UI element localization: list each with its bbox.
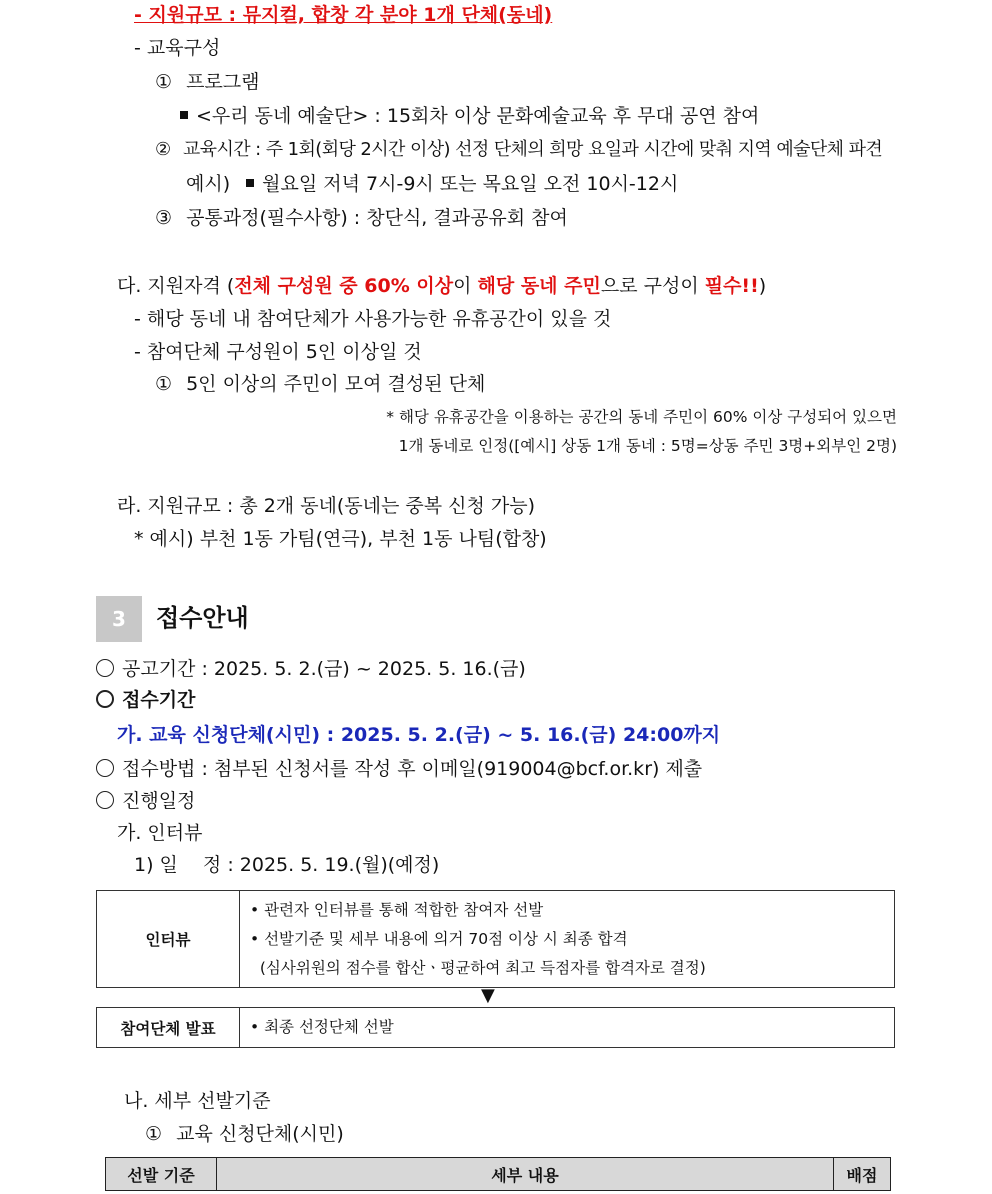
common-course-text: 공통과정(필수사항) : 창단식, 결과공유회 참여 [186, 207, 568, 229]
announcement-label: 참여단체 발표 [97, 1008, 240, 1048]
notice-period-text: 공고기간 : 2025. 5. 2.(금) ~ 2025. 5. 16.(금) [122, 658, 526, 680]
circled-number: ① [145, 1123, 163, 1145]
eligibility-highlight: 필수!! [704, 275, 759, 297]
eligibility-subitem [155, 372, 485, 396]
program-item [180, 104, 759, 128]
eligibility-note: 1개 동네로 인정([예시] 상동 1개 동네 : 5명=상동 주민 3명+외부인 2명) [398, 437, 897, 455]
table-header-row [106, 1158, 891, 1191]
criteria-subheading [145, 1122, 344, 1146]
example-label: 예시) [186, 173, 231, 195]
interview-process-table [96, 890, 895, 988]
eligibility-text: 이 [453, 275, 478, 297]
column-header: 배점 [834, 1158, 891, 1191]
square-bullet-icon [246, 179, 254, 187]
arrow-down-icon: ▼ [481, 985, 495, 1006]
support-scale-line: - 지원규모 : 뮤지컬, 합창 각 분야 1개 단체(동네) [134, 4, 553, 26]
receipt-period-detail: 가. 교육 신청단체(시민) : 2025. 5. 2.(금) ~ 5. 16.(금) 24:00까지 [117, 724, 721, 746]
circled-number: ① [155, 373, 173, 395]
criteria-heading: 나. 세부 선발기준 [124, 1090, 271, 1112]
interview-heading: 가. 인터뷰 [117, 822, 203, 844]
receipt-period [96, 688, 195, 712]
criteria-subheading-text: 교육 신청단체(시민) [176, 1123, 344, 1145]
common-course-line [155, 206, 568, 230]
program-item-text: <우리 동네 예술단> : 15회차 이상 문화예술교육 후 무대 공연 참여 [196, 105, 760, 127]
interview-details [240, 891, 895, 988]
circle-bullet-icon [96, 659, 114, 677]
receipt-method [96, 757, 702, 781]
interview-date: 1) 일 정 : 2025. 5. 19.(월)(예정) [134, 854, 440, 876]
list-item: • 선발기준 및 세부 내용에 의거 70점 이상 시 최종 합격 [250, 929, 628, 948]
column-header: 선발 기준 [106, 1158, 217, 1191]
eligibility-highlight: 해당 동네 주민 [477, 275, 601, 297]
education-structure-heading: - 교육구성 [134, 37, 221, 59]
square-bullet-icon [180, 111, 188, 119]
circle-bullet-icon [96, 759, 114, 777]
list-item: (심사위원의 점수를 합산ㆍ평균하여 최고 득점자를 합격자로 결정) [250, 958, 706, 977]
receipt-method-text: 접수방법 : 첨부된 신청서를 작성 후 이메일(919004@bcf.or.kr) 제출 [122, 758, 703, 780]
education-time-example [186, 172, 678, 196]
column-header: 세부 내용 [217, 1158, 834, 1191]
program-line [155, 70, 260, 94]
example-text: 월요일 저녁 7시-9시 또는 목요일 오전 10시-12시 [262, 173, 679, 195]
table-row [97, 891, 895, 988]
education-time-text: 교육시간 : 주 1회(회당 2시간 이상) 선정 단체의 희망 요일과 시간에 맞춰 지역 예술단체 파견 [182, 139, 883, 160]
eligibility-text: ) [758, 275, 767, 297]
program-label: 프로그램 [186, 71, 260, 93]
circle-bullet-icon [96, 791, 114, 809]
notice-period [96, 657, 526, 681]
eligibility-heading [117, 274, 766, 298]
schedule-heading-text: 진행일정 [122, 790, 196, 812]
circle-bullet-icon [96, 690, 114, 708]
announcement-table [96, 1007, 895, 1048]
criteria-table [105, 1157, 891, 1191]
scale-line: 라. 지원규모 : 총 2개 동네(동네는 중복 신청 가능) [117, 495, 536, 517]
interview-label: 인터뷰 [97, 891, 240, 988]
receipt-period-text: 접수기간 [122, 689, 196, 711]
eligibility-highlight: 전체 구성원 중 60% 이상 [234, 275, 454, 297]
list-item: • 관련자 인터뷰를 통해 적합한 참여자 선발 [250, 900, 544, 919]
scale-example: * 예시) 부천 1동 가팀(연극), 부천 1동 나팀(합창) [134, 528, 547, 550]
eligibility-text: 다. 지원자격 ( [117, 275, 235, 297]
table-row [97, 1008, 895, 1048]
education-time-line [155, 138, 882, 162]
announcement-detail: • 최종 선정단체 선발 [240, 1008, 895, 1048]
circled-number: ① [155, 71, 173, 93]
section-number: 3 [96, 596, 142, 642]
circled-number: ② [155, 139, 172, 160]
schedule-heading [96, 789, 195, 813]
circled-number: ③ [155, 207, 173, 229]
eligibility-note: * 해당 유휴공간을 이용하는 공간의 동네 주민이 60% 이상 구성되어 있으면 [386, 408, 897, 426]
section-title: 접수안내 [156, 604, 249, 632]
eligibility-item: - 참여단체 구성원이 5인 이상일 것 [134, 341, 422, 363]
eligibility-item: - 해당 동네 내 참여단체가 사용가능한 유휴공간이 있을 것 [134, 308, 612, 330]
eligibility-subitem-text: 5인 이상의 주민이 모여 결성된 단체 [186, 373, 486, 395]
eligibility-text: 으로 구성이 [600, 275, 705, 297]
